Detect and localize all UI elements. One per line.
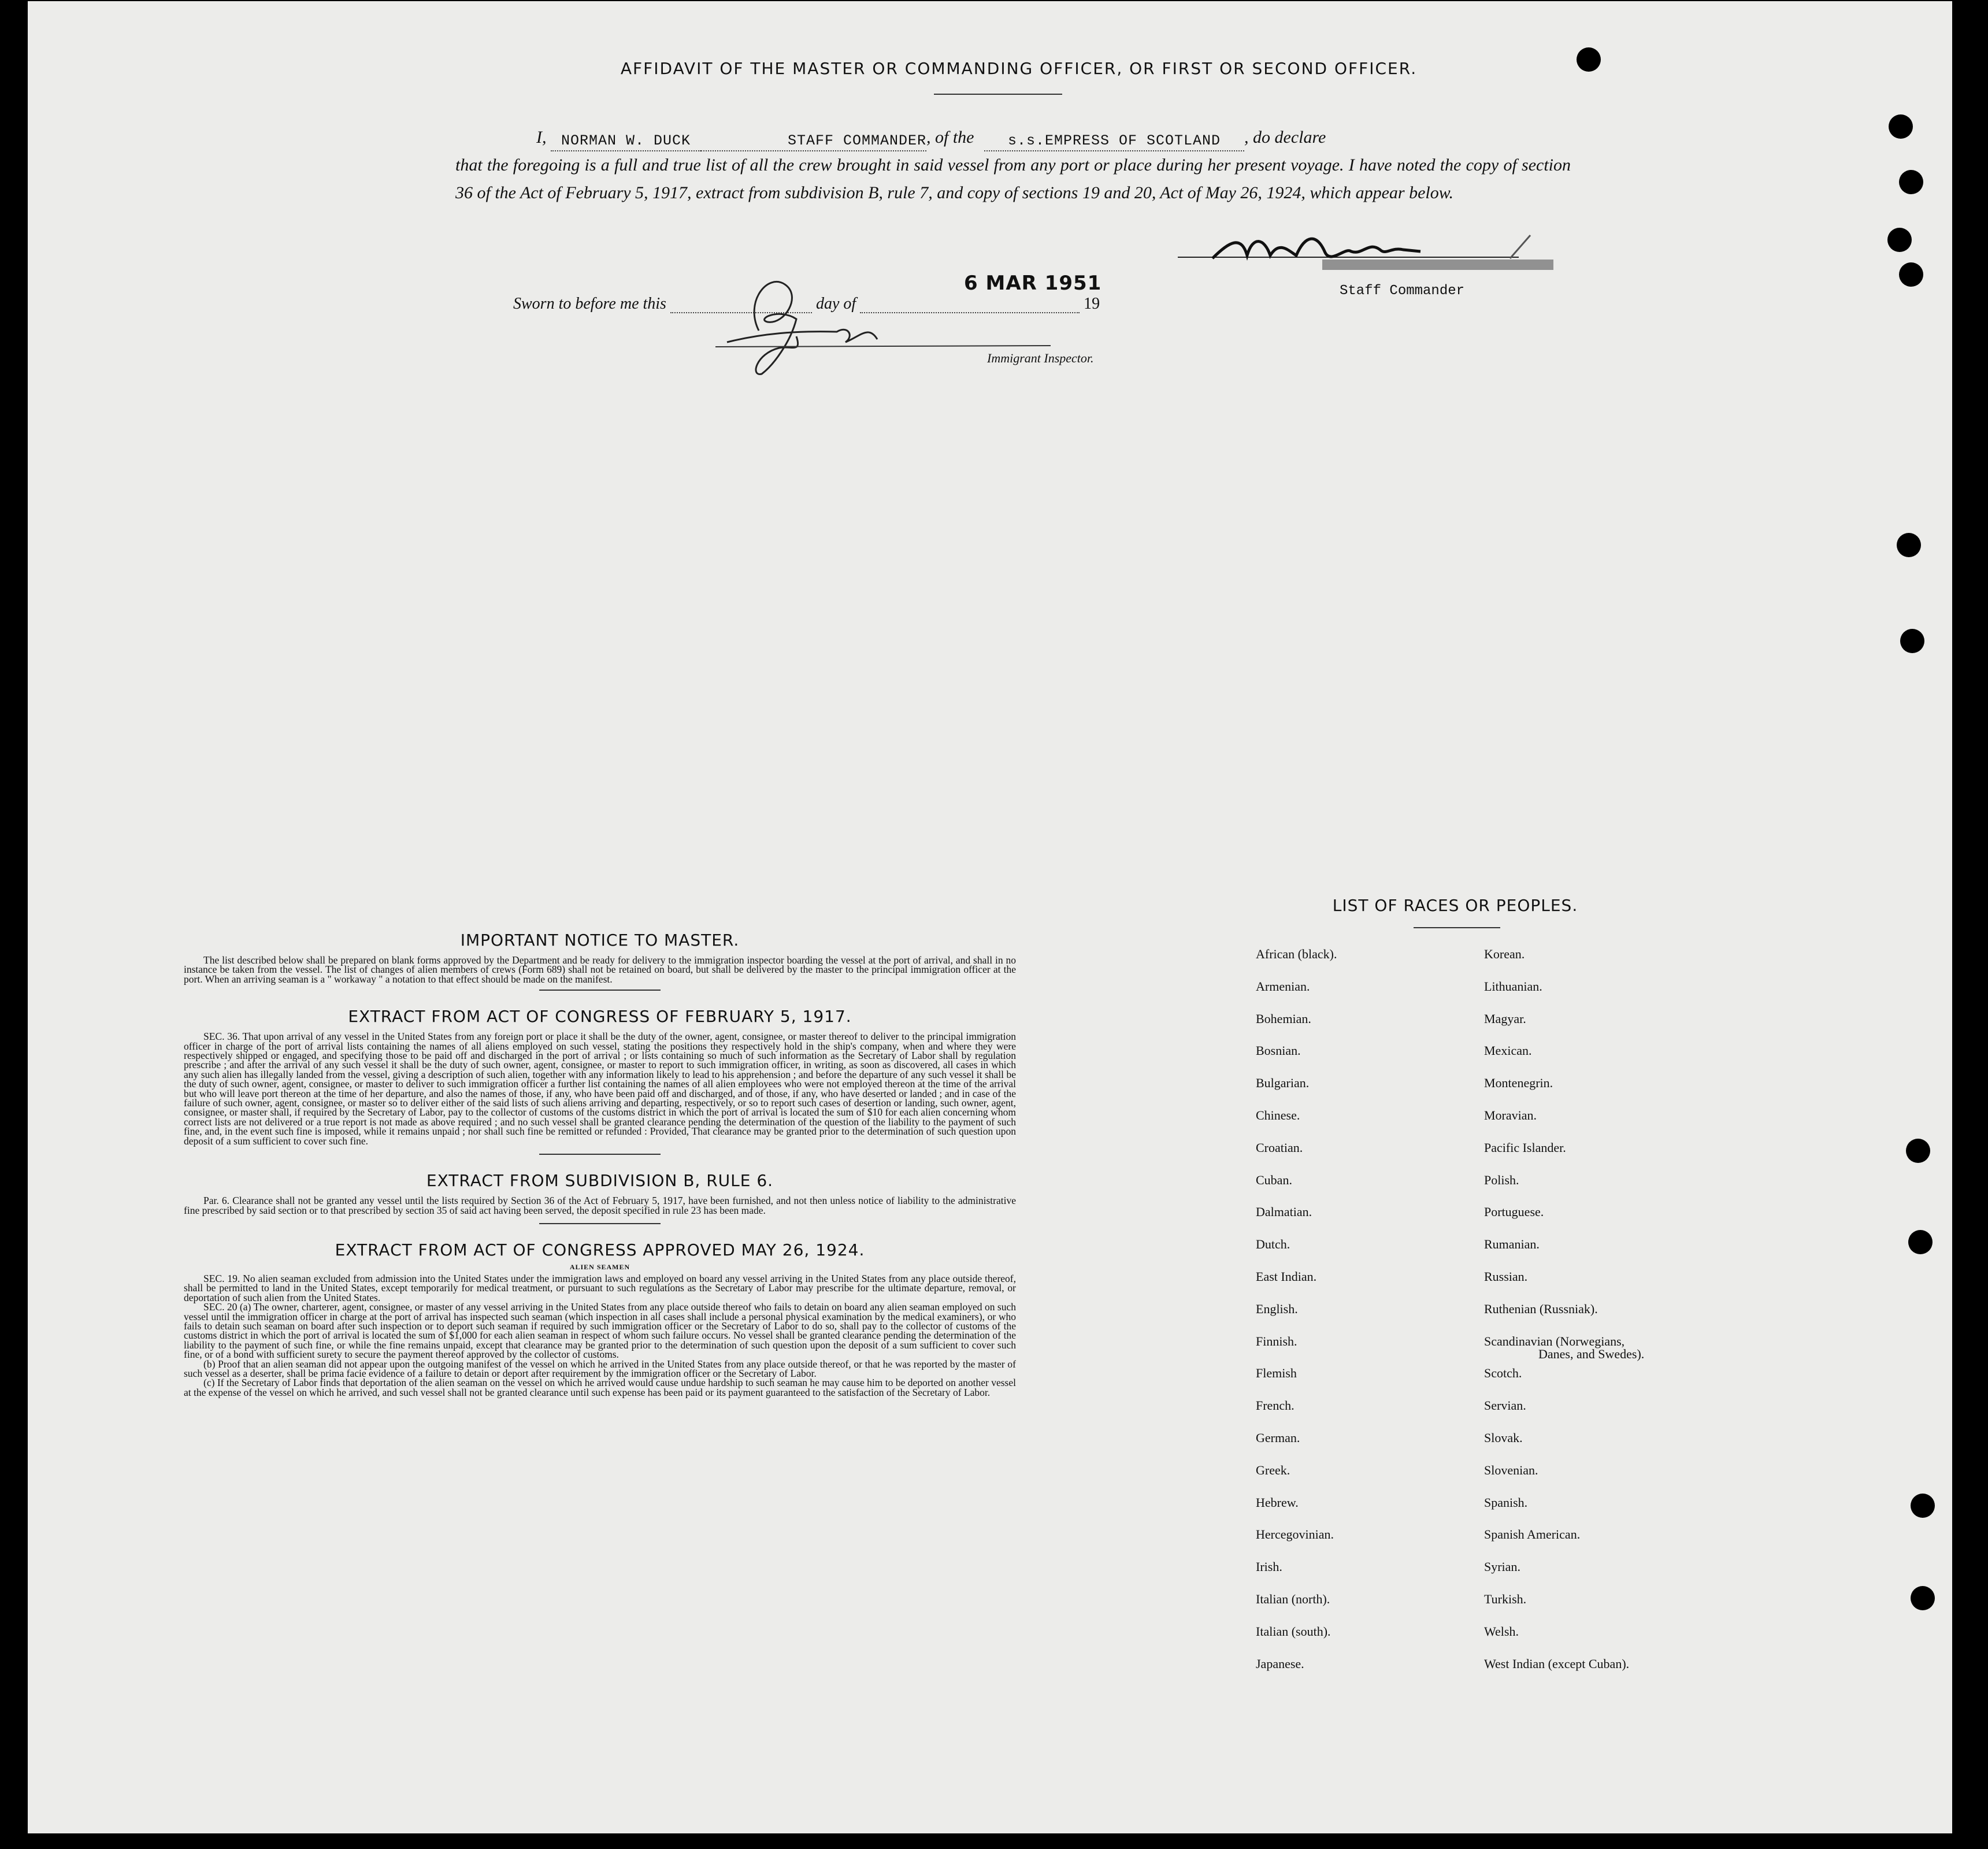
race-left-item: Bohemian. [1256, 1011, 1311, 1026]
vessel-name: s.s.EMPRESS OF SCOTLAND [1007, 132, 1221, 149]
race-left-item: Croatian. [1256, 1140, 1303, 1155]
race-right-item: Spanish. [1484, 1495, 1528, 1510]
extract-1924-sec20b: (b) Proof that an alien seaman did not appear upon the outgoing manifest of the vessel on which he arrived in the United States from any place outside thereof, or that he was reported by the master of such vessel as a deserter, shall be prima facie evidence of a failure to detain or deport after requirement by the immigration officer or the Secretary of Labor. [184, 1358, 1016, 1379]
vessel-field [984, 132, 1244, 151]
race-left-item: Armenian. [1256, 979, 1310, 994]
race-right-item: Scandinavian (Norwegians, [1484, 1333, 1625, 1348]
document-page [28, 1, 1952, 1833]
subdivision-title: EXTRACT FROM SUBDIVISION B, RULE 6. [426, 1171, 774, 1191]
extract-1924-sec19: SEC. 19. No alien seaman excluded from admission into the United States under the immigration laws and employed on board any vessel arriving in the United States from any place outside thereof, shall be permitted to land in the United States, except temporarily for medical treatment, or pursuant to such regulations as the Secretary of Labor may prescribe for the ultimate departure, removal, or deportation of such alien from the United States. [184, 1272, 1016, 1303]
of-the-label: , of the [926, 128, 974, 147]
races-divider [1414, 927, 1500, 928]
extract-1917-text: SEC. 36. That upon arrival of any vessel in the United States from any foreign port or place it shall be the duty of the owner, agent, consignee, or master thereof to deliver to the principal immigration officer in charge of the port of arrival lists containing the names of all aliens employed on such vessel, stating the positions they respectively hold in the ship's company, when and where they were respectively shipped or engaged, and specifying those to be paid off and discharged in the port of arrival ; or lists containing so much of such information as the Secretary of Labor shall by regulation prescribe ; and after the arrival of any such vessel it shall be the duty of such owner, agent, consignee, or master to report to such immigration officer, in writing, as soon as discovered, all cases in which any such alien has illegally landed from the vessel, giving a description of such alien, together with any information likely to lead to his apprehension ; and before the departure of any such vessel it shall be the duty of such owner, agent, consignee, or master to deliver to such immigration officer a further list containing the names of all alien employees who were not employed thereon at the time of the arrival but who will leave port thereon at the time of her departure, and also the names of those, if any, who have been paid off and discharged, and of those, if any, who have deserted or landed ; and in case of the failure of such owner, agent, consignee, or master so to deliver either of the said lists of such aliens arriving and departing, respectively, or so to report such cases of desertion or landing, such owner, agent, consignee, or master shall, if required by the Secretary of Labor, pay to the collector of customs of the customs district in which the port of arrival is located the sum of $10 for each alien concerning whom correct lists are not delivered or a true report is not made as above required ; and no such vessel shall be granted clearance pending the determination of the question of the liability to the payment of such fine, and, in the event such fine is imposed, while it remains unpaid ; nor shall such fine be remitted or refunded : Provided, That clearance may be granted prior to the determination of such question upon deposit of a sum sufficient to cover such fine. [184, 1031, 1016, 1147]
race-left-item: Bosnian. [1256, 1043, 1301, 1058]
race-right-item: Spanish American. [1484, 1527, 1581, 1542]
master-name: NORMAN W. DUCK [561, 132, 691, 149]
year-prefix: 19 [1084, 295, 1100, 313]
alien-seamen-subtitle: ALIEN SEAMEN [569, 1262, 630, 1271]
race-left-item: English. [1256, 1301, 1298, 1316]
race-right-item: Lithuanian. [1484, 979, 1542, 994]
punch-hole [1899, 262, 1923, 287]
extract-1924-sec20c: (c) If the Secretary of Labor finds that deportation of the alien seaman on the vessel on which he arrived would cause undue hardship to such seaman he may cause him to be deported on another vessel at the expense of the vessel on which he arrived, and such vessel shall not be granted clearance until such expense has been paid or its payment guaranteed to the satisfaction of the Secretary of Labor. [184, 1377, 1016, 1398]
race-left-item: Hercegovinian. [1256, 1527, 1334, 1542]
extract-1924-title: EXTRACT FROM ACT OF CONGRESS APPROVED MAY 26, 1924. [335, 1240, 865, 1259]
race-left-item: Bulgarian. [1256, 1076, 1310, 1091]
notice-text: The list described below shall be prepared on blank forms approved by the Department and be ready for delivery to the immigration inspector boarding the vessel at the port of arrival, and shall in no instance be taken from the vessel. The list of changes of alien members of crews (Form 689) shall not be retained on board, but shall be delivered by the master to the principal immigration officer at the port. When an arriving seaman is a " workaway " a notation to that effect should be made on the manifest. [184, 954, 1016, 985]
race-right-item: Pacific Islander. [1484, 1140, 1566, 1155]
race-right-item: Mexican. [1484, 1043, 1532, 1058]
race-right-item: Welsh. [1484, 1624, 1519, 1639]
day-of-label: day of [815, 295, 856, 313]
race-left-item: Italian (south). [1256, 1624, 1331, 1639]
race-right-item: Korean. [1484, 947, 1525, 961]
punch-hole [1889, 114, 1913, 139]
punch-hole [1911, 1586, 1935, 1610]
inspector-label: Immigrant Inspector. [987, 351, 1094, 365]
race-left-item: Chinese. [1256, 1108, 1300, 1122]
race-right-item: Turkish. [1484, 1592, 1527, 1606]
notice-section [184, 931, 1016, 1397]
punch-hole [1911, 1494, 1935, 1518]
declaration-line-1 [455, 124, 1571, 151]
race-right-item: Slovenian. [1484, 1462, 1538, 1477]
i-label: I, [536, 128, 547, 147]
race-right-item: Polish. [1484, 1172, 1519, 1187]
race-scandinavian-continuation: Danes, and Swedes). [1538, 1347, 1645, 1361]
declaration [455, 124, 1571, 207]
races-title: LIST OF RACES OR PEOPLES. [1332, 896, 1578, 915]
race-right-item: Syrian. [1484, 1559, 1520, 1574]
race-right-item: Servian. [1484, 1398, 1526, 1413]
race-left-item: Greek. [1256, 1462, 1290, 1477]
race-right-item: Russian. [1484, 1269, 1528, 1284]
master-signature [1178, 224, 1559, 276]
extract-1917-divider [539, 1154, 661, 1155]
master-name-field [551, 132, 701, 151]
punch-hole [1899, 170, 1923, 194]
punch-hole [1906, 1139, 1930, 1163]
subdivision-text: Par. 6. Clearance shall not be granted any vessel until the lists required by Section 36 of the Act of February 5, 1917, have been furnished, and not then unless notice of liability to the administrative fine prescribed by said section or to that prescribed by section 35 of said act having been served, the deposit specified in rule 23 has been made. [184, 1195, 1016, 1216]
race-left-item: Finnish. [1256, 1333, 1297, 1348]
race-left-item: French. [1256, 1398, 1295, 1413]
race-right-item: Montenegrin. [1484, 1076, 1553, 1091]
race-left-item: Dutch. [1256, 1237, 1290, 1252]
punch-hole [1887, 228, 1912, 252]
affidavit-title: AFFIDAVIT OF THE MASTER OR COMMANDING OFFICER, OR FIRST OR SECOND OFFICER. [620, 59, 1418, 78]
race-right-item: Portuguese. [1484, 1205, 1544, 1220]
punch-hole [1900, 629, 1924, 653]
notice-divider [539, 990, 661, 991]
race-right-item: West Indian (except Cuban). [1484, 1656, 1630, 1671]
declaration-body: that the foregoing is a full and true list of all the crew brought in said vessel from any port or place during her present voyage. I have noted the copy of section 36 of the Act of February 5, 1917, extract from subdivision B, rule 7, and copy of sections 19 and 20, Act of May 26, 1924, which appear below. [455, 155, 1571, 202]
race-right-item: Moravian. [1484, 1108, 1537, 1122]
notice-title: IMPORTANT NOTICE TO MASTER. [460, 931, 740, 950]
race-right-item: Scotch. [1484, 1366, 1522, 1381]
signature-caption: Staff Commander [1340, 283, 1465, 299]
race-left-item: Italian (north). [1256, 1592, 1330, 1606]
race-left-item: African (black). [1256, 947, 1337, 961]
race-left-item: Hebrew. [1256, 1495, 1299, 1510]
race-right-item: Rumanian. [1484, 1237, 1540, 1252]
do-declare-label: , do declare [1244, 128, 1326, 147]
race-left-item: Japanese. [1256, 1656, 1304, 1671]
subdivision-divider [539, 1223, 661, 1224]
date-stamp: 6 MAR 1951 [964, 272, 1102, 295]
race-left-item: East Indian. [1256, 1269, 1317, 1284]
race-right-item: Slovak. [1484, 1431, 1523, 1445]
extract-1917-title: EXTRACT FROM ACT OF CONGRESS OF FEBRUARY 5, 1917. [348, 1007, 852, 1027]
title-divider [934, 94, 1062, 95]
race-left-item: Dalmatian. [1256, 1205, 1312, 1220]
race-left-item: Flemish [1256, 1366, 1297, 1381]
race-left-item: German. [1256, 1431, 1300, 1445]
rank-field [701, 132, 926, 151]
punch-hole [1897, 533, 1921, 557]
punch-hole [1908, 1230, 1933, 1254]
punch-hole [1577, 47, 1601, 72]
master-rank: STAFF COMMANDER [787, 132, 926, 149]
sworn-label: Sworn to before me this [513, 295, 666, 313]
race-left-item: Irish. [1256, 1559, 1282, 1574]
extract-1924-sec20a: SEC. 20 (a) The owner, charterer, agent, consignee, or master of any vessel arriving in the United States from any place outside thereof who fails to detain on board any alien seaman employed on such vessel until the immigration officer in charge at the port of arrival has inspected such seaman (which inspection in all cases shall include a personal physical examination by the medical examiners), or who fails to detain such seaman on board after such inspection or to deport such seaman if required by such immigration officer or the Secretary of Labor to do so, shall pay to the collector of customs of the customs district in which the port of arrival is located the sum of $1,000 for each alien seaman in respect of whom such failure occurs. No vessel shall be granted clearance pending the determination of the liability to the payment of such fine, or while the fine remains unpaid, except that clearance may be granted prior to the determination of such question upon the deposit of a sum sufficient to cover such fine, or of a bond with sufficient surety to secure the payment thereof approved by the collector of customs. [184, 1301, 1016, 1361]
race-right-item: Magyar. [1484, 1011, 1526, 1026]
race-left-item: Cuban. [1256, 1172, 1292, 1187]
race-right-item: Ruthenian (Russniak). [1484, 1301, 1598, 1316]
